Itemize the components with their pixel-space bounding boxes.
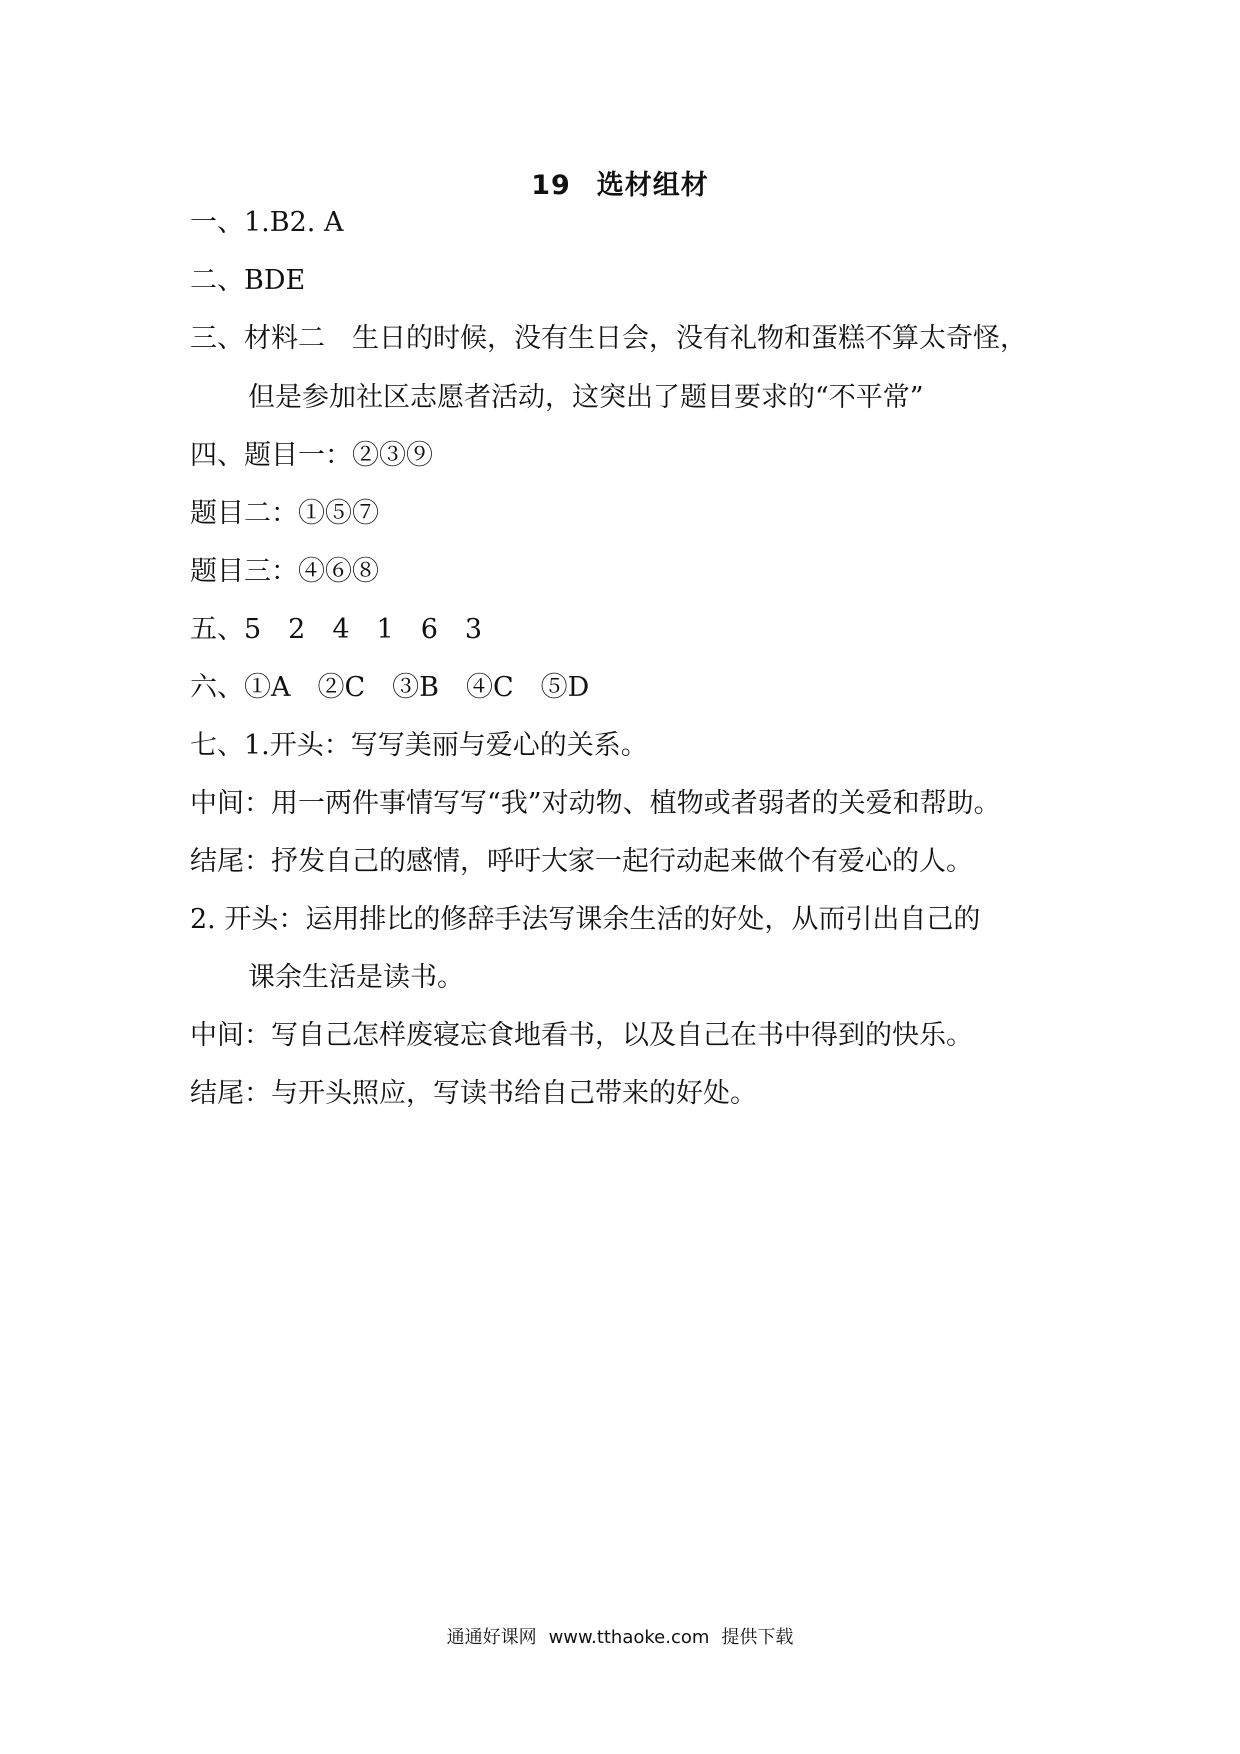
- answer-line-4: 但是参加社区志愿者活动，这突出了题目要求的“不平常”: [248, 382, 924, 413]
- answer-line-15: 中间：写自己怎样废寝忘食地看书，以及自己在书中得到的快乐。: [190, 1020, 973, 1051]
- answer-line-9: 六、①A ②C ③B ④C ⑤D: [190, 672, 590, 703]
- answer-line-14: 课余生活是读书。: [248, 962, 464, 993]
- page-title: [0, 163, 1240, 202]
- footer-suffix: 提供下载: [721, 1627, 794, 1648]
- page-footer: [0, 1623, 1240, 1649]
- answer-line-11: 中间：用一两件事情写写“我”对动物、植物或者弱者的关爱和帮助。: [190, 788, 1001, 819]
- answer-line-7: 题目三：④⑥⑧: [190, 556, 379, 587]
- answer-line-10: 七、1.开头：写写美丽与爱心的关系。: [190, 730, 648, 761]
- lesson-number: 19: [531, 170, 571, 201]
- footer-url: www.tthaoke.com: [548, 1627, 710, 1648]
- answer-line-5: 四、题目一：②③⑨: [190, 440, 433, 471]
- lesson-title: 选材组材: [596, 170, 709, 201]
- answer-line-6: 题目二：①⑤⑦: [190, 498, 379, 529]
- answer-line-1: 一、1.B2. A: [190, 207, 344, 238]
- answer-line-13: 2. 开头：运用排比的修辞手法写课余生活的好处，从而引出自己的: [190, 904, 981, 935]
- answer-line-8: 五、5 2 4 1 6 3: [190, 614, 483, 645]
- footer-site-name: 通通好课网: [446, 1627, 537, 1648]
- answer-line-12: 结尾：抒发自己的感情，呼吁大家一起行动起来做个有爱心的人。: [190, 846, 973, 877]
- answer-line-3: 三、材料二 生日的时候，没有生日会，没有礼物和蛋糕不算太奇怪，: [190, 323, 1027, 354]
- answer-line-2: 二、BDE: [190, 265, 306, 296]
- answer-line-16: 结尾：与开头照应，写读书给自己带来的好处。: [190, 1078, 757, 1109]
